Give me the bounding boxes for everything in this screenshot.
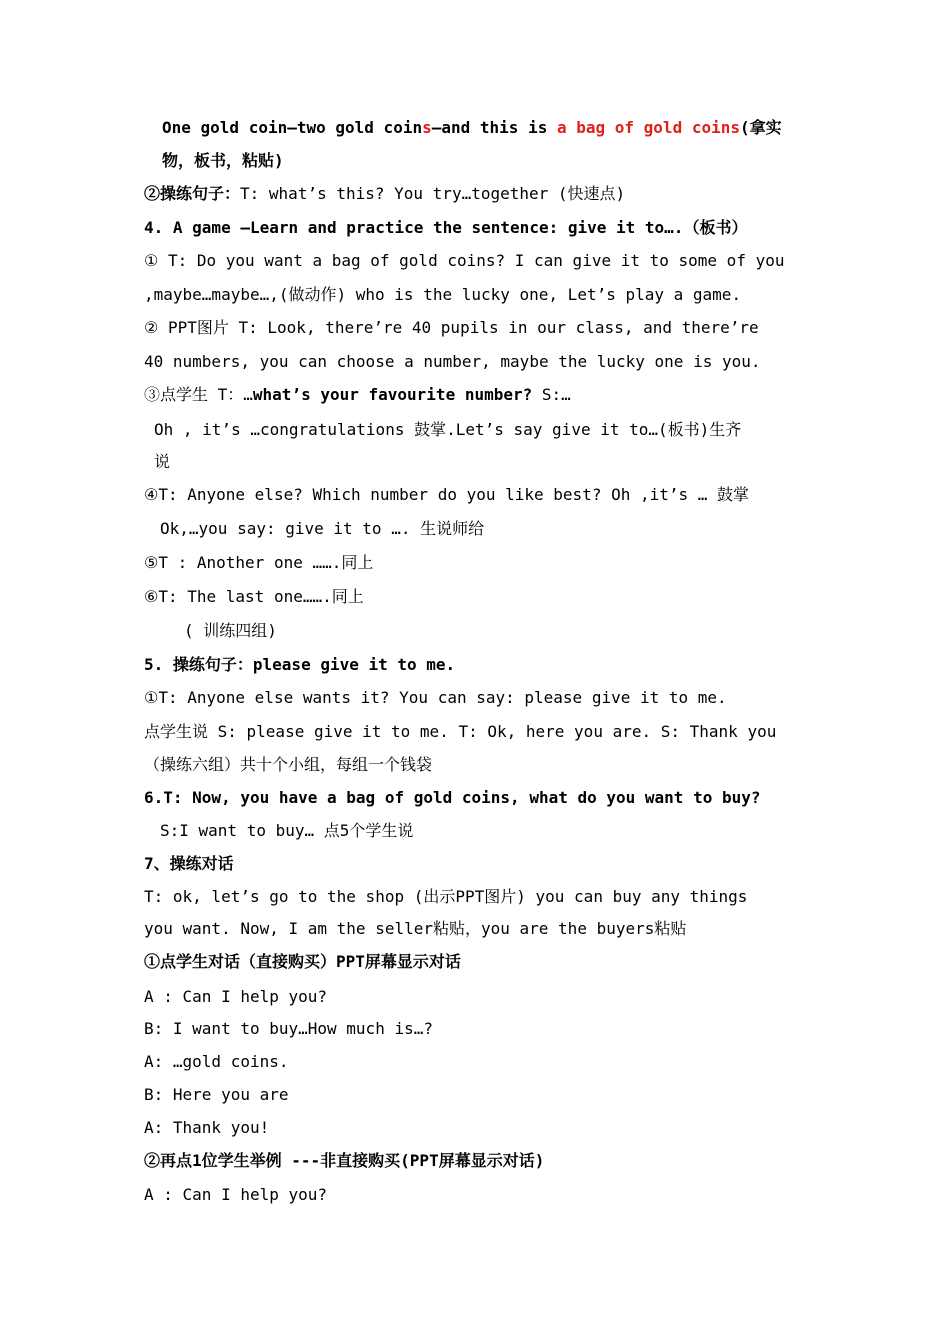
text-run: ②操练句子： <box>144 184 241 203</box>
line-text: S:I want to buy… 点5个学生说 <box>160 821 414 840</box>
line-text: 40 numbers, you can choose a number, maybe the lucky one is you. <box>144 352 761 371</box>
line-text: （操练六组）共十个小组，每组一个钱袋 <box>144 755 433 774</box>
dialogue-line: B: Here you are <box>144 1085 289 1104</box>
dialogue-line: A : Can I help you? <box>144 987 328 1006</box>
text-run: One gold coin—two gold coin <box>162 118 423 137</box>
line-text: you want. Now, I am the seller粘贴，you are the buyers粘贴 <box>144 919 687 938</box>
text-run: what’s your favourite number? <box>252 385 533 404</box>
line-gold-coins <box>162 117 782 139</box>
text-run: S:… <box>532 385 571 404</box>
line-text <box>144 183 625 205</box>
line-text: Ok,…you say: give it to …. 生说师给 <box>160 519 485 538</box>
red-text-run: s <box>422 118 432 137</box>
dialogue-line: A: Thank you! <box>144 1118 270 1137</box>
text-run: ③点学生 T：… <box>144 385 253 404</box>
section-heading: ②再点1位学生举例 ---非直接购买(PPT屏幕显示对话) <box>144 1151 545 1170</box>
section-heading: ①点学生对话（直接购买）PPT屏幕显示对话 <box>144 952 461 971</box>
line-text: ② PPT图片 T: Look, there’re 40 pupils in our class, and there’re <box>144 318 759 337</box>
line-text: T: ok, let’s go to the shop (出示PPT图片) you can buy any things <box>144 887 748 906</box>
line-text: ① T: Do you want a bag of gold coins? I can give it to some of you <box>144 251 785 270</box>
line-text: 说 <box>154 452 171 471</box>
line-text <box>144 384 571 406</box>
line-text: ( 训练四组) <box>184 621 277 640</box>
line-text: 物，板书，粘贴) <box>162 151 284 170</box>
dialogue-line: A: …gold coins. <box>144 1052 289 1071</box>
text-run: —and this is <box>431 118 557 137</box>
line-text: ⑥T: The last one…….同上 <box>144 587 364 606</box>
dialogue-line: B: I want to buy…How much is…? <box>144 1019 433 1038</box>
red-text-run: a bag of gold coins <box>556 118 740 137</box>
section-heading: 7、操练对话 <box>144 854 234 873</box>
section-heading: 5. 操练句子：please give it to me. <box>144 655 456 674</box>
line-text: ,maybe…maybe…,(做动作) who is the lucky one, Let’s play a game. <box>144 285 742 304</box>
line-text: ④T: Anyone else? Which number do you like best? Oh ,it’s … 鼓掌 <box>144 485 750 504</box>
section-heading: 6.T: Now, you have a bag of gold coins, what do you want to buy? <box>144 788 761 807</box>
dialogue-line: A : Can I help you? <box>144 1185 328 1204</box>
section-heading: 4. A game —Learn and practice the sentence: give it to….（板书） <box>144 218 748 237</box>
line-text: 点学生说 S: please give it to me. T: Ok, here you are. S: Thank you <box>144 722 777 741</box>
line-text: ①T: Anyone else wants it? You can say: please give it to me. <box>144 688 727 707</box>
text-run: (拿实 <box>740 118 782 137</box>
line-text: ⑤T : Another one …….同上 <box>144 553 374 572</box>
line-text: Oh , it’s …congratulations 鼓掌.Let’s say give it to…(板书)生齐 <box>154 420 742 439</box>
text-run: T: what’s this? You try…together (快速点) <box>240 184 626 203</box>
